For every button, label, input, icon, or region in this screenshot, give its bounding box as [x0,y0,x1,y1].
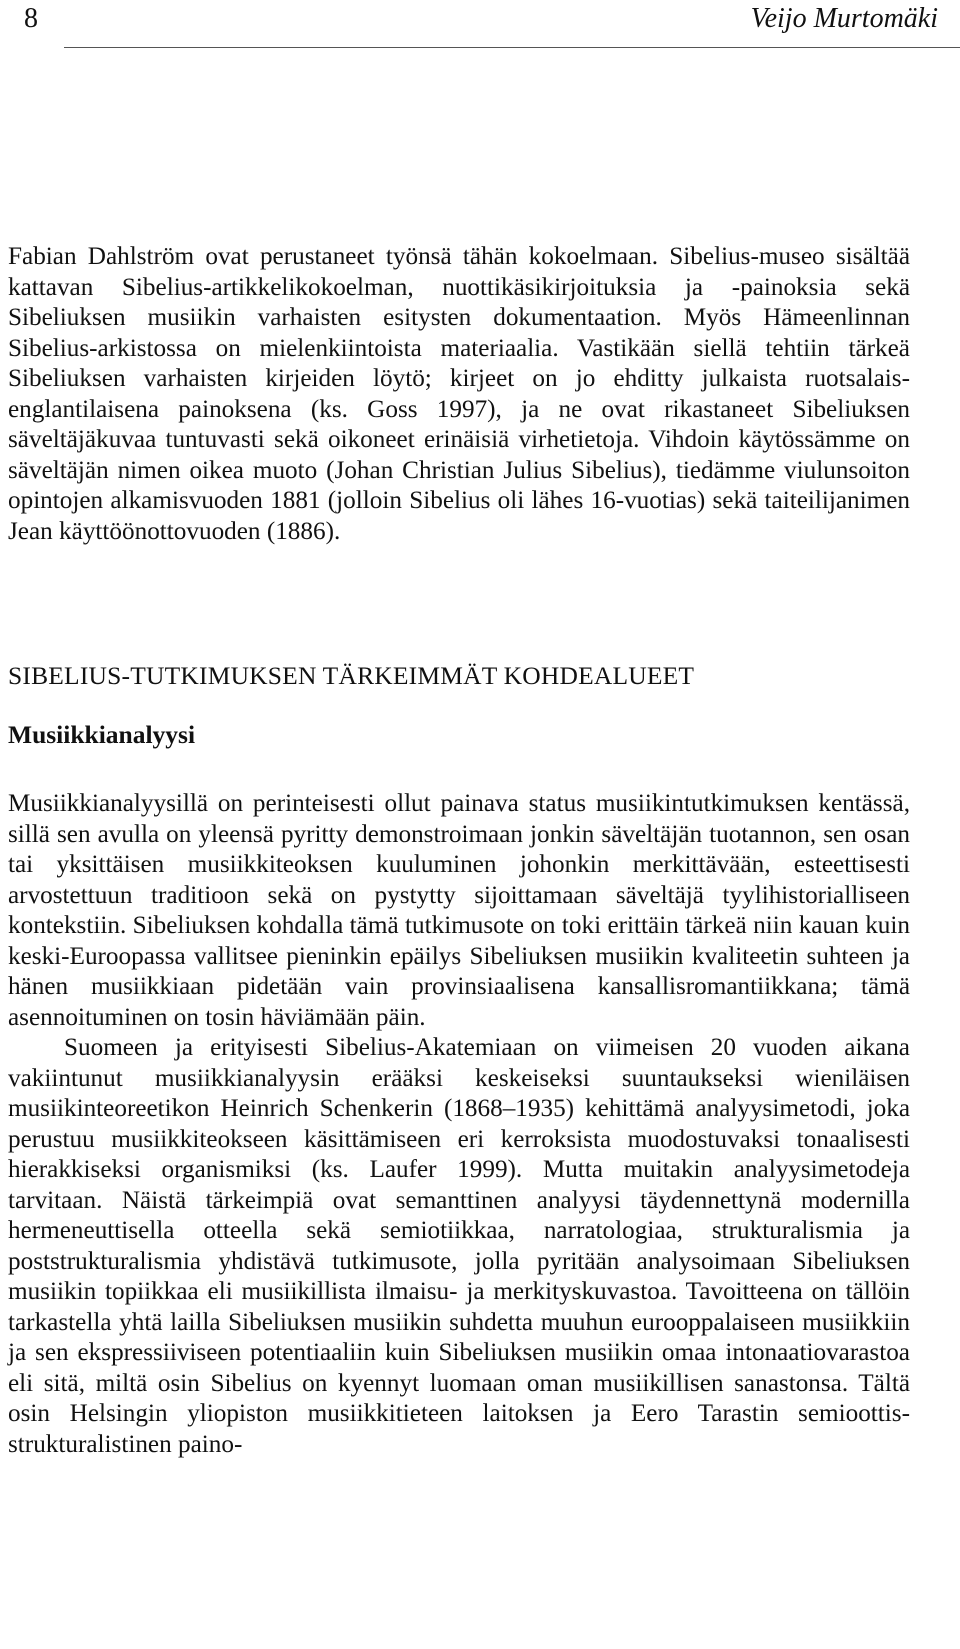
subsection-heading: Musiikkianalyysi [8,720,196,749]
running-title: Veijo Murtomäki [750,3,938,34]
page-number: 8 [24,3,38,34]
paragraph-analysis-2: Suomeen ja erityisesti Sibelius-Akatemiaan on viimeisen 20 vuoden aikana vakiintunut musiikkianalyysin erääksi keskeiseksi suuntaukseksi wieniläisen musiikinteoreetikon Heinrich Schenkerin (1868–1935) kehittämä analyysimetodi, joka perustuu musiikkiteokseen käsittämiseen eri kerroksista muodostuvaksi tonaalisesti hierakkiseksi organismiksi (ks. Laufer 1999). Mutta muitakin analyysimetodeja tarvitaan. Näistä tärkeimpiä ovat semanttinen analyysi täydennettynä modernilla hermeneuttisella otteella sekä semiotiikkaa, narratologiaa, strukturalismia ja poststrukturalismia yhdistävä tutkimusote, jolla pyritään analysoimaan Sibeliuksen musiikin topiikkaa eli musiikillista ilmaisu- ja merkityskuvastoa. Tavoitteena on tällöin tarkastella yhtä lailla Sibeliuksen musiikin suhdetta muuhun eurooppalaiseen musiikkiin ja sen ekspressiiviseen potentiaaliin kuin Sibeliuksen musiikin omaa intonaatiovarastoa eli sitä, miltä osin Sibelius on kyennyt luomaan oman musiikillisen sanastonsa. Tältä osin Helsingin yliopiston musiikkitieteen laitoksen ja Eero Tarastin semioottis-strukturalistinen paino- [8,1034,910,1458]
section-heading: SIBELIUS-TUTKIMUKSEN TÄRKEIMMÄT KOHDEALUEET [8,661,695,690]
paragraph-analysis-1: Musiikkianalyysillä on perinteisesti ollut painava status musiikintutkimuksen kentässä, sillä sen avulla on yleensä pyritty demonstroimaan jonkin säveltäjän tuotannon, sen osan tai yksittäisen musiikkiteoksen kuuluminen johonkin merkittävään, esteettisesti arvostettuun traditioon sekä on pystytty sijoittamaan säveltäjä tyylihistorialliseen kontekstiin. Sibeliuksen kohdalla tämä tutkimusote on toki erittäin tärkeä niin kauan kuin keski-Euroopassa vallitsee pieninkin epäilys Sibeliuksen musiikin kvaliteetin suhteen ja hänen musiikkiaan pidetään vain provinsiaalisena kansallisromantiikkana; tämä asennoituminen on tosin häviämään päin. [8,790,910,1031]
paragraph-intro: Fabian Dahlström ovat perustaneet työnsä tähän kokoelmaan. Sibelius-museo sisältää kattavan Sibelius-artikkelikokoelman, nuottikäsikirjoituksia ja -painoksia sekä Sibeliuksen musiikin varhaisten esitysten dokumentaation. Myös Hämeenlinnan Sibelius-arkistossa on mielenkiintoista materiaalia. Vastikään siellä tehtiin tärkeä Sibeliuksen varhaisten kirjeiden löytö; kirjeet on jo ehditty julkaista ruotsalais-englantilaisena painoksena (ks. Goss 1997), ja ne ovat rikastaneet Sibeliuksen säveltäjäkuvaa tuntuvasti sekä oikoneet erinäisiä virhetietoja. Vihdoin käytössämme on säveltäjän nimen oikea muoto (Johan Christian Julius Sibelius), tiedämme viulunsoiton opintojen alkamisvuoden 1881 (jolloin Sibelius oli lähes 16-vuotias) sekä taiteilijanimen Jean käyttöönottovuoden (1886). [8,243,910,545]
analysis-section-body [8,789,910,1460]
running-header [0,0,960,52]
header-rule [64,47,960,48]
